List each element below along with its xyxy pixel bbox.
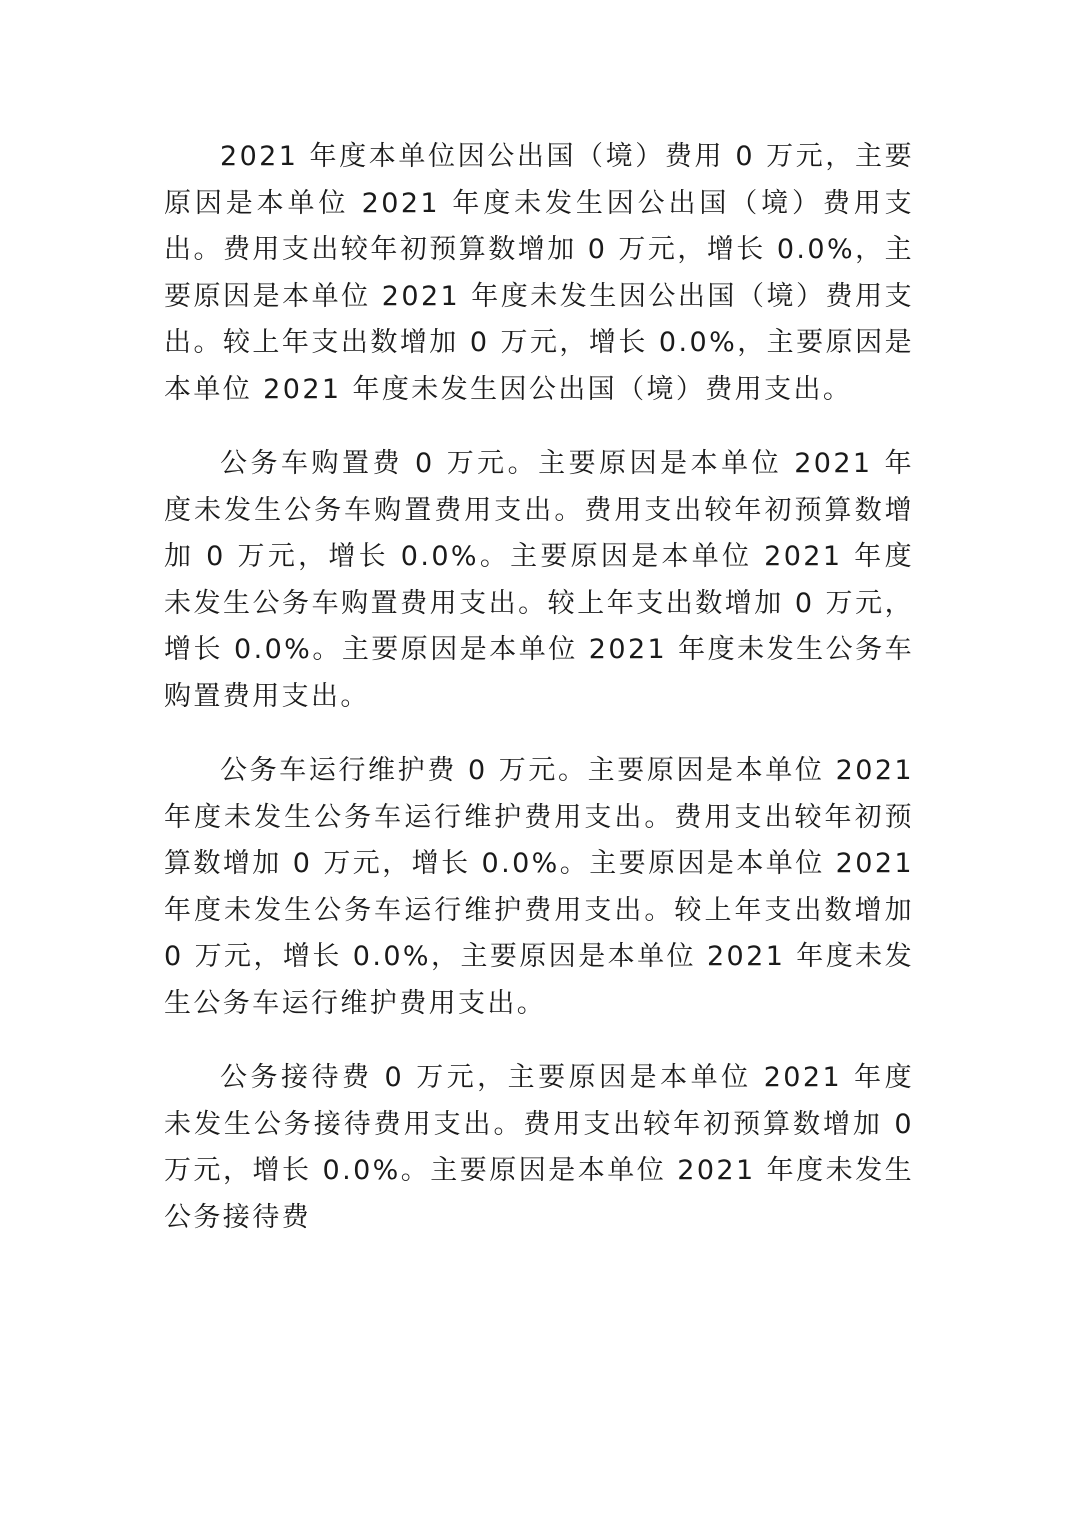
paragraph-vehicle-maintenance: 公务车运行维护费 0 万元。主要原因是本单位 2021 年度未发生公务车运行维护费用支出。费用支出较年初预算数增加 0 万元，增长 0.0%。主要原因是本单位 2021 年度未发生公务车运行维护费用支出。较上年支出数增加 0 万元，增长 0.0%，主要原因是本单位 2021 年度未发生公务车运行维护费用支出。 <box>164 755 914 1019</box>
paragraph-overseas-travel: 2021 年度本单位因公出国（境）费用 0 万元，主要原因是本单位 2021 年度未发生因公出国（境）费用支出。费用支出较年初预算数增加 0 万元，增长 0.0%，主要原因是本单位 2021 年度未发生因公出国（境）费用支出。较上年支出数增加 0 万元，增长 0.0%，主要原因是本单位 2021 年度未发生因公出国（境）费用支出。 <box>164 141 914 405</box>
paragraph-vehicle-purchase: 公务车购置费 0 万元。主要原因是本单位 2021 年度未发生公务车购置费用支出。费用支出较年初预算数增加 0 万元，增长 0.0%。主要原因是本单位 2021 年度未发生公务车购置费用支出。较上年支出数增加 0 万元，增长 0.0%。主要原因是本单位 2021 年度未发生公务车购置费用支出。 <box>164 448 914 712</box>
paragraph-official-reception: 公务接待费 0 万元，主要原因是本单位 2021 年度未发生公务接待费用支出。费用支出较年初预算数增加 0 万元，增长 0.0%。主要原因是本单位 2021 年度未发生公务接待费 <box>164 1062 914 1233</box>
document-page <box>164 134 914 1269</box>
